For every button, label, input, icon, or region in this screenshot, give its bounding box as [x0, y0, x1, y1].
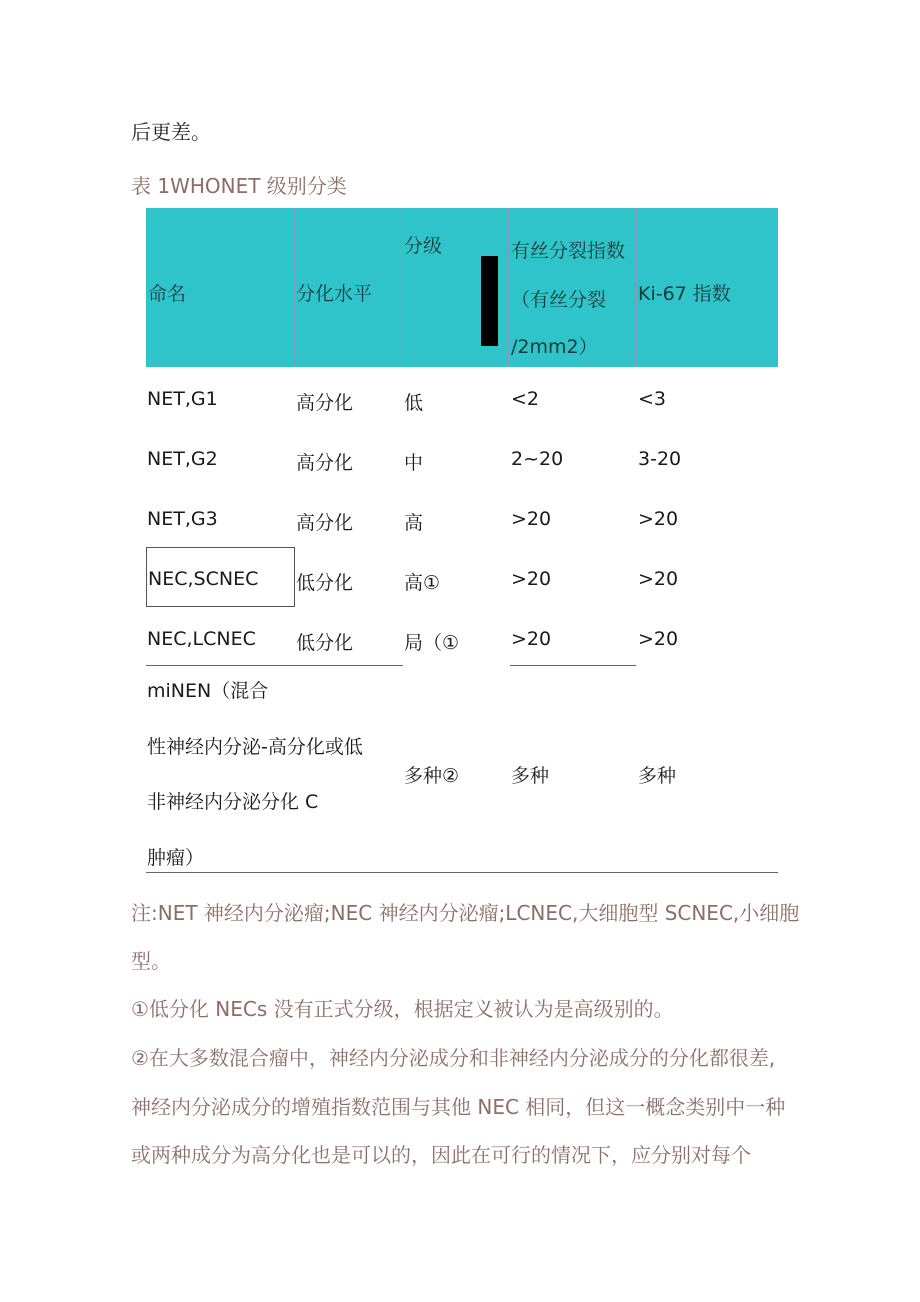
row2-diff: 高分化: [296, 452, 354, 474]
row4-name: NEC,SCNEC: [148, 568, 259, 590]
row3-name: NET,G3: [147, 508, 218, 530]
row1-name: NET,G1: [147, 388, 218, 410]
row4-grade: 高①: [404, 572, 441, 594]
note-line4: ②在大多数混合瘤中，神经内分泌成分和非神经内分泌成分的分化都很差,: [131, 1046, 776, 1070]
row5-mitotic: >20: [511, 628, 552, 650]
note-line3: ①低分化 NECs 没有正式分级，根据定义被认为是高级别的。: [131, 997, 674, 1021]
row1-diff: 高分化: [296, 392, 354, 414]
row5-ki67: >20: [638, 628, 679, 650]
header-separator: [636, 208, 637, 367]
row3-ki67: >20: [638, 508, 679, 530]
row4-ki67: >20: [638, 568, 679, 590]
header-black-bar: [481, 256, 498, 346]
note-line2: 型。: [131, 949, 171, 973]
minen-name-line2: 性神经内分泌-高分化或低: [147, 736, 363, 758]
row2-ki67: 3-20: [638, 448, 682, 470]
header-mitotic-line2: （有丝分裂: [511, 289, 607, 311]
row3-diff: 高分化: [296, 512, 354, 534]
row1-grade: 低: [404, 392, 424, 414]
header-separator: [508, 208, 509, 367]
header-differentiation: 分化水平: [296, 283, 373, 305]
note-line6: 或两种成分为高分化也是可以的，因此在可行的情况下，应分别对每个: [131, 1143, 751, 1167]
row5-diff: 低分化: [296, 632, 354, 654]
row-divider: [146, 665, 403, 666]
note-line1: 注:NET 神经内分泌瘤;NEC 神经内分泌瘤;LCNEC,大细胞型 SCNEC,小细胞: [131, 901, 800, 925]
table-caption: 表 1WHONET 级别分类: [131, 174, 347, 198]
minen-mitotic: 多种: [511, 765, 550, 787]
row2-grade: 中: [404, 452, 424, 474]
row1-mitotic: <2: [511, 388, 540, 410]
row3-mitotic: >20: [511, 508, 552, 530]
minen-name-line4: 肿瘤）: [147, 847, 205, 869]
header-mitotic-line3: /2mm2）: [511, 336, 598, 358]
row4-diff: 低分化: [296, 572, 354, 594]
row-divider: [510, 665, 636, 666]
minen-grade: 多种②: [404, 765, 460, 787]
row2-name: NET,G2: [147, 448, 218, 470]
minen-name-line1: miNEN（混合: [147, 680, 269, 702]
row3-grade: 高: [404, 512, 424, 534]
row5-name: NEC,LCNEC: [147, 628, 256, 650]
header-ki67: Ki-67 指数: [638, 283, 731, 305]
intro-text: 后更差。: [131, 120, 211, 144]
note-line5: 神经内分泌成分的增殖指数范围与其他 NEC 相同，但这一概念类别中一种: [131, 1095, 786, 1119]
header-mitotic-line1: 有丝分裂指数: [511, 240, 626, 262]
header-grade: 分级: [404, 235, 443, 257]
row2-mitotic: 2~20: [511, 448, 564, 470]
table-bottom-rule: [146, 872, 778, 873]
row4-mitotic: >20: [511, 568, 552, 590]
row1-ki67: <3: [638, 388, 667, 410]
header-name: 命名: [148, 283, 187, 305]
header-separator: [294, 208, 295, 367]
row5-grade: 局（①: [404, 632, 460, 654]
minen-name-line3: 非神经内分泌分化 C: [147, 791, 319, 813]
minen-ki67: 多种: [638, 765, 677, 787]
